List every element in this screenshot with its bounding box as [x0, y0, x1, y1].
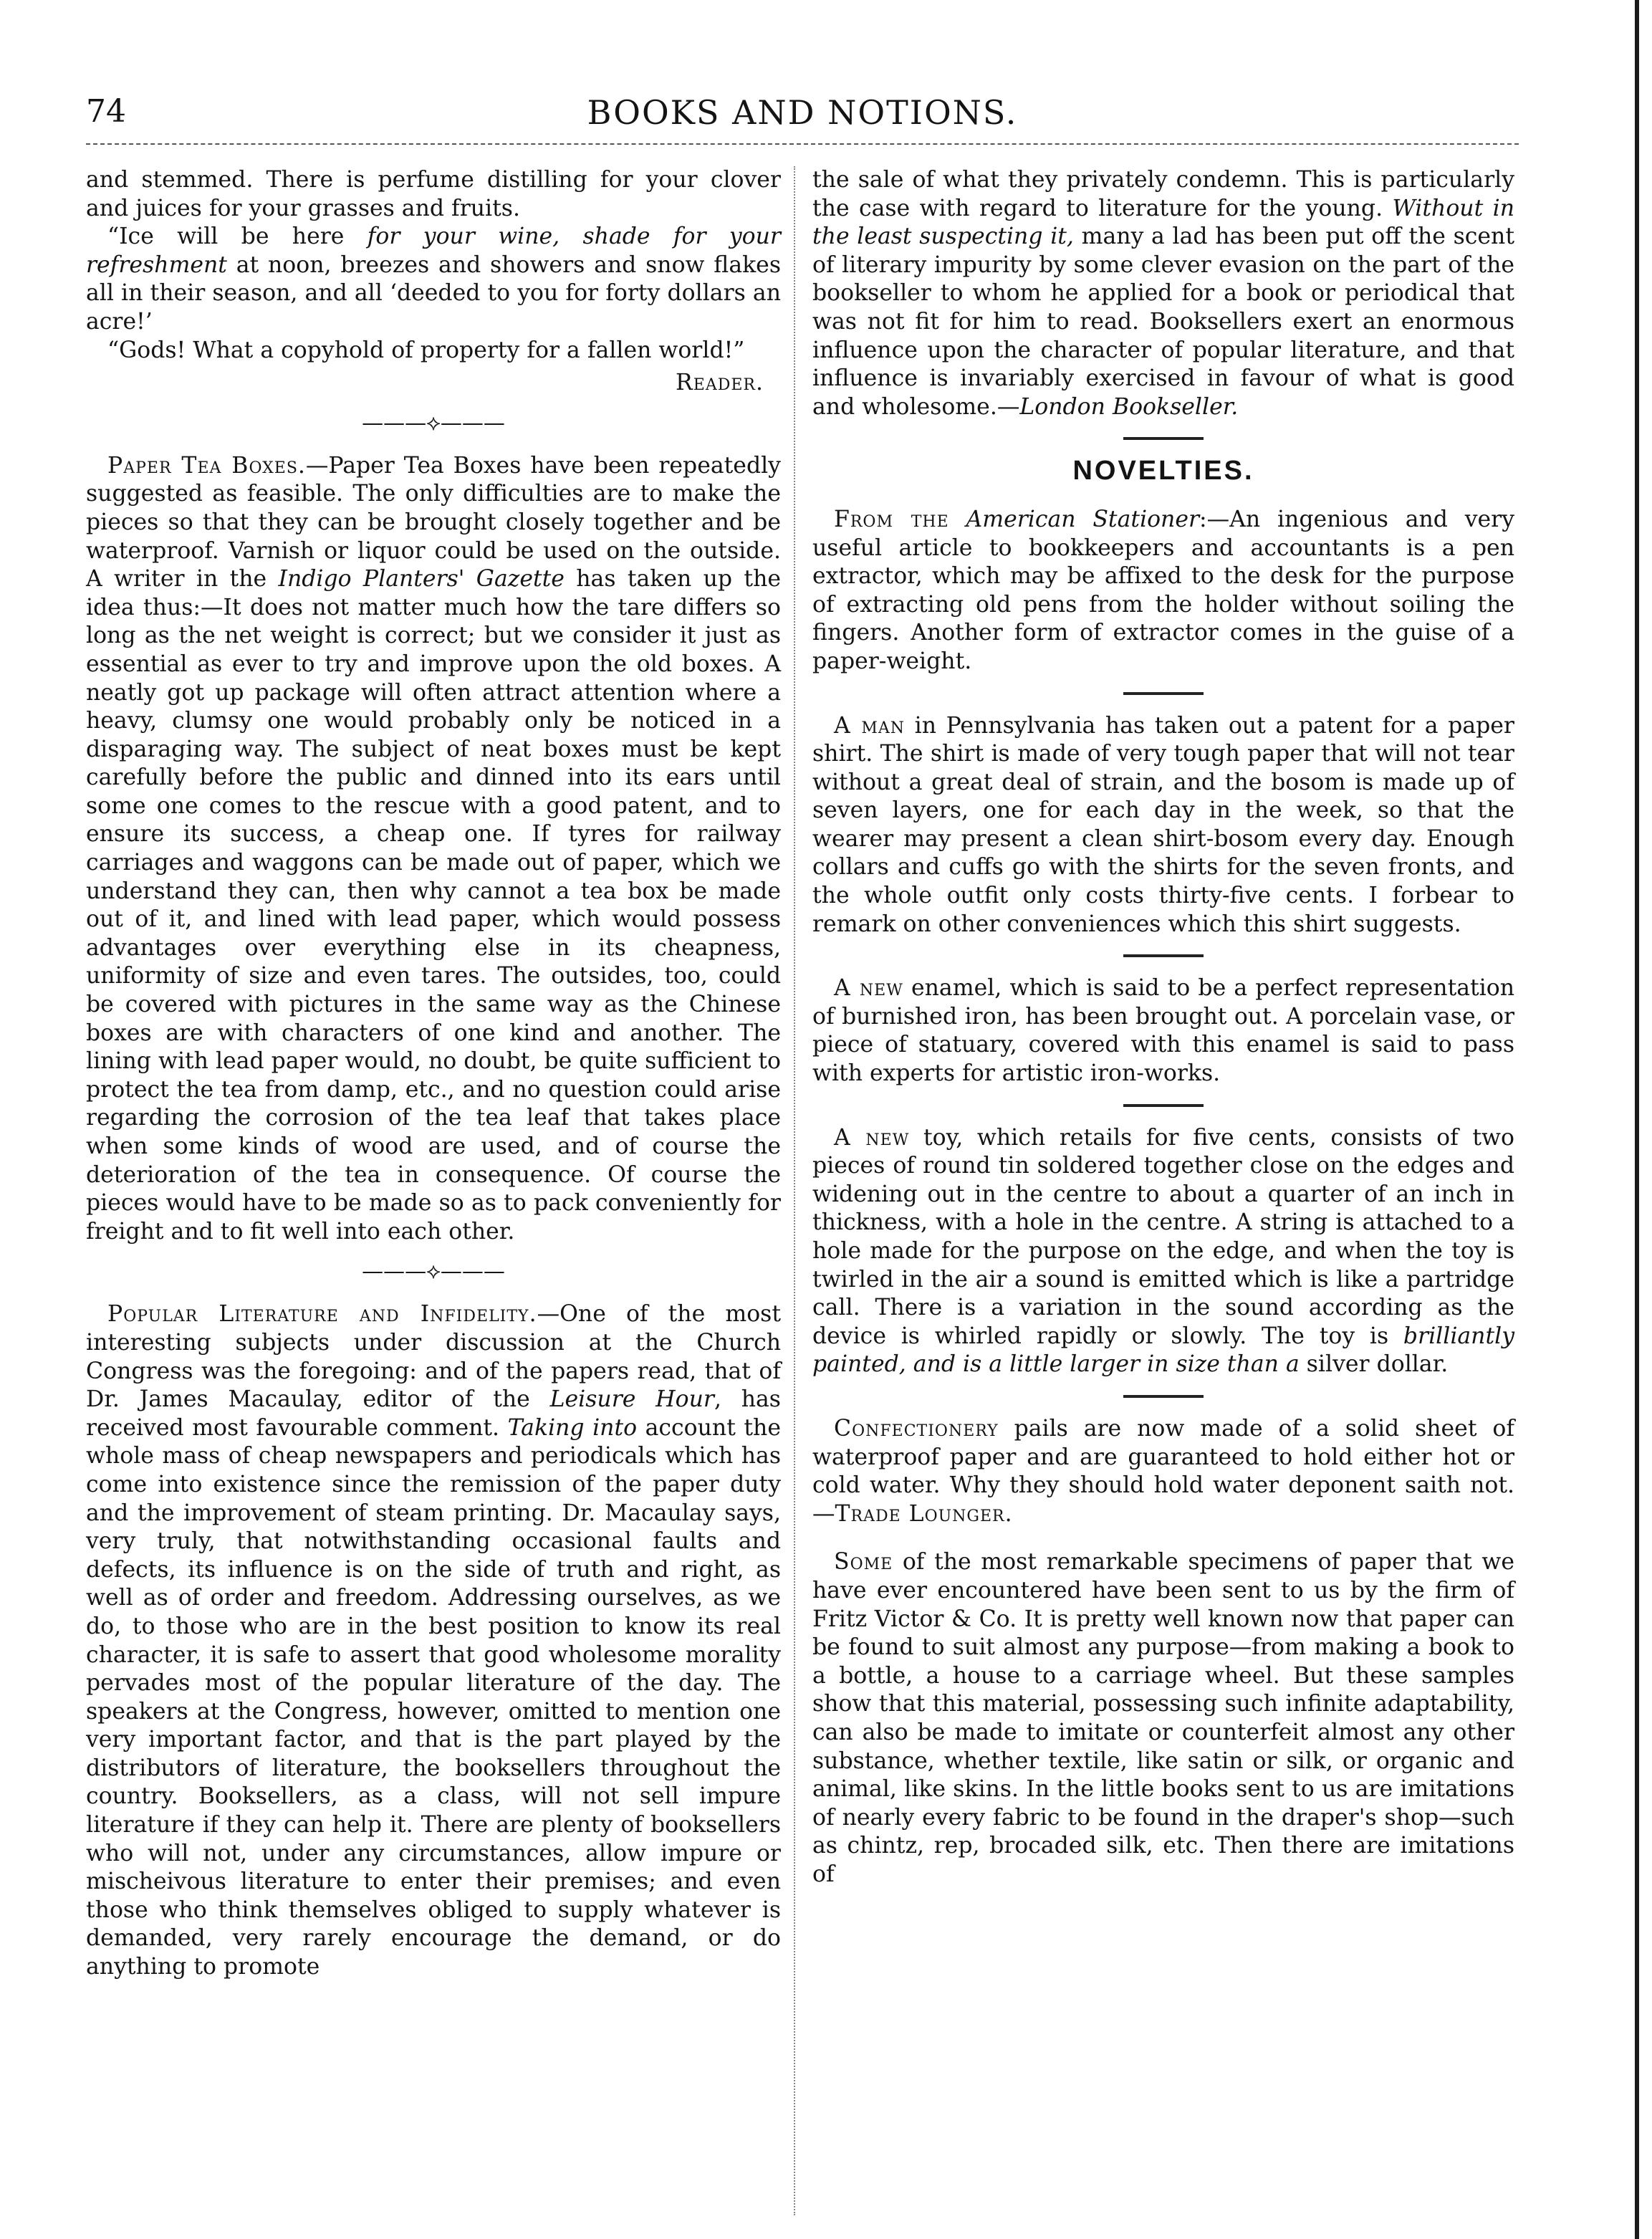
section-divider	[1123, 692, 1204, 695]
running-title: BOOKS AND NOTIONS.	[587, 93, 1018, 132]
section-divider	[1123, 1104, 1204, 1107]
novelty-paper-shirt: A man in Pennsylvania has taken out a patent for a paper shirt. The shirt is made of very tough paper that will not tear without a great deal of strain, and the bosom is made up of seven layers, one for each day in the week, so that the wearer may present a clean shirt-bosom every day. Enough collars and cuffs go with the shirts for the seven fronts, and the whole outfit only costs thirty-five cents. I forbear to remark on other conveniences which this shirt suggests.	[812, 712, 1514, 937]
section-ornament: ———⟡———	[362, 410, 505, 436]
header-rule	[86, 143, 1519, 145]
section-divider	[1123, 1395, 1204, 1398]
paragraph: “Gods! What a copyhold of property for a fallen world!”	[107, 337, 745, 363]
section-divider	[1123, 954, 1204, 957]
article-lead: Popular Literature and Infidelity.	[107, 1301, 537, 1328]
novelty-toy: A new toy, which retails for five cents, consists of two pieces of round tin soldered together close on the edges and widening out in the centre to about a quarter of an inch in thickness, with a hole in the centre. A string is attached to a hole made for the purpose on the edge, and when the toy is twirled in the air a sound is emitted which is like a partridge call. There is a variation in the sound according as the device is whirled rapidly or slowly. The toy is brilliantly painted, and is a little larger in size than a silver dollar.	[812, 1124, 1514, 1378]
article-paper-tea-boxes: Paper Tea Boxes.—Paper Tea Boxes have been repeatedly suggested as feasible. The only difficulties are to make the pieces so that they can be brought closely together and be waterproof. Varnish or liquor could be used on the outside. A writer in the Indigo Planters' Gazette has taken up the idea thus:—It does not matter much how the tare differs so long as the net weight is correct; but we consider it just as essential as ever to try and improve upon the old boxes. A neatly got up package will often attract attention where a heavy, clumsy one would probably only be noticed in a disparaging way. The subject of neat boxes must be kept carefully before the public and dinned into its ears until some one comes to the rescue with a good patent, and to ensure its success, a cheap one. If tyres for railway carriages and waggons can be made out of paper, which we understand they can, then why cannot a tea box be made out of it, and lined with lead paper, which would possess advantages over everything else in its cheapness, uniformity of size and even tares. The outsides, too, could be covered with pictures in the same way as the Chinese boxes are with characters of one kind and another. The lining with lead paper would, no doubt, be quite sufficient to protect the tea from damp, etc., and no question could arise regarding the corrosion of the tea leaf that takes place when some kinds of wood are used, and of course the deterioration of the tea in consequence. Of course the pieces would have to be made so as to pack conveniently for freight and to fit well into each other.	[86, 452, 782, 1245]
paragraph: and stemmed. There is perfume distilling for your clover and juices for your grasses and fruits.	[86, 167, 781, 221]
novelty-confectionery-pails: Confectionery pails are now made of a solid sheet of waterproof paper and are guaranteed to hold either hot or cold water. Why they should hold water deponent saith not.—Trade Lounger.	[812, 1415, 1514, 1527]
article-lead: Paper Tea Boxes.	[107, 452, 306, 479]
novelty-paper-specimens: Some of the most remarkable specimens of paper that we have ever encountered have been sent to us by the firm of Fritz Victor & Co. It is pretty well known now that paper can be found to suit almost any purpose—from making a book to a bottle, a house to a carriage wheel. But these samples show that this material, possessing such infinite adaptability, can also be made to imitate or counterfeit almost any other substance, whether textile, like satin or silk, or organic and animal, like skins. In the little books sent to us are imitations of nearly every fabric to be found in the draper's shop—such as chintz, rep, brocaded silk, etc. Then there are imitations of	[812, 1549, 1514, 1887]
right-column	[812, 166, 1514, 1889]
left-column	[86, 166, 781, 1982]
column-gutter-rule	[794, 166, 795, 2215]
section-divider	[1123, 437, 1204, 440]
page-edge-rule	[1635, 0, 1639, 2239]
section-heading-novelties: NOVELTIES.	[1072, 456, 1254, 486]
novelty-enamel: A new enamel, which is said to be a perfect representation of burnished iron, has been brought out. A porcelain vase, or piece of statuary, covered with this enamel is said to pass with experts for artistic iron-works.	[812, 975, 1515, 1087]
page-number: 74	[86, 93, 126, 130]
spacer	[812, 1528, 1514, 1548]
section-ornament: ———⟡———	[362, 1259, 505, 1285]
paragraph: “Ice will be here for your wine, shade for your refreshment at noon, breezes and showers and snow flakes all in their season, and all ‘deeded to you for forty dollars an acre!’	[86, 224, 781, 335]
article-popular-literature: Popular Literature and Infidelity.—One of the most interesting subjects under discussion at the Church Congress was the foregoing: and of the papers read, that of Dr. James Macaulay, editor of the Leisure Hour, has received most favourable comment. Taking into account the whole mass of cheap newspapers and periodicals which has come into existence since the remission of the paper duty and the improvement of steam printing. Dr. Macaulay says, very truly, that notwithstanding occasional faults and defects, its influence is on the side of truth and right, as well as of order and freedom. Addressing ourselves, as we do, to those who are in the best position to know its real character, it is safe to assert that good wholesome morality pervades most of the popular literature of the day. The speakers at the Congress, however, omitted to mention one very important factor, and that is the part played by the distributors of literature, the booksellers throughout the country. Booksellers, as a class, will not sell impure literature if they can help it. There are plenty of booksellers who will not, under any circumstances, allow impure or mischeivous literature to enter their premises; and even those who think themselves obliged to supply whatever is demanded, very rarely encourage the demand, or do anything to promote	[86, 1301, 781, 1980]
article-continuation: the sale of what they privately condemn. This is particularly the case with regard to literature for the young. Without in the least suspecting it, many a lad has been put off the scent of literary impurity by some clever evasion on the part of the bookseller to whom he applied for a book or periodical that was not fit for him to read. Booksellers exert an enormous influence upon the character of popular literature, and that influence is invariably exercised in favour of what is good and wholesome.—London Bookseller.	[812, 167, 1514, 420]
page-header	[86, 93, 1519, 143]
signature-reader: Reader.	[676, 370, 764, 396]
novelty-pen-extractor: From the American Stationer:—An ingenious and very useful article to bookkeepers and accountants is a pen extractor, which may be affixed to the desk for the purpose of extracting old pens from the holder without soiling the fingers. Another form of extractor comes in the guise of a paper-weight.	[812, 506, 1514, 674]
